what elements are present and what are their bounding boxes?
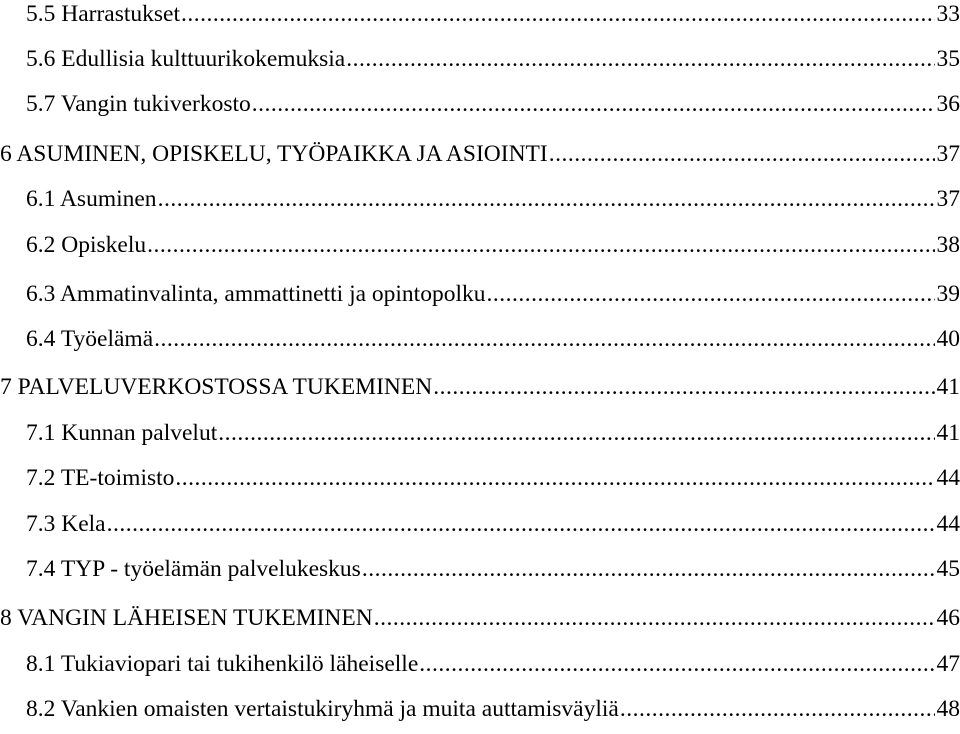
- toc-page-number: 48: [936, 696, 960, 722]
- toc-entry-label: 7.4 TYP - työelämän palvelukeskus: [26, 556, 361, 582]
- toc-page-number: 46: [936, 605, 960, 631]
- toc-entry[interactable]: [26, 694, 960, 724]
- toc-page-number: 37: [936, 141, 960, 167]
- toc-entry-label: 5.5 Harrastukset: [26, 1, 181, 27]
- toc-entry[interactable]: [26, 418, 960, 448]
- toc-dot-leader: [549, 139, 935, 169]
- toc-dot-leader: [175, 463, 934, 493]
- toc-entry-label: 6.4 Työelämä: [26, 326, 154, 352]
- toc-entry-label: 5.6 Edullisia kulttuurikokemuksia: [26, 46, 346, 72]
- toc-entry-label: 5.7 Vangin tukiverkosto: [26, 91, 251, 117]
- toc-dot-leader: [419, 649, 934, 679]
- toc-entry-label: 7.2 TE-toimisto: [26, 465, 175, 491]
- toc-dot-leader: [487, 279, 935, 309]
- toc-dot-leader: [181, 0, 934, 29]
- toc-page-number: 37: [936, 186, 960, 212]
- toc-entry[interactable]: [26, 44, 960, 74]
- toc-page-number: 47: [936, 651, 960, 677]
- toc-dot-leader: [433, 372, 934, 402]
- toc-dot-leader: [620, 694, 935, 724]
- toc-entry-label: 8.1 Tukiaviopari tai tukihenkilö läheiselle: [26, 651, 419, 677]
- toc-dot-leader: [252, 89, 935, 119]
- toc-entry[interactable]: [26, 279, 960, 309]
- toc-entry-label: 8 VANGIN LÄHEISEN TUKEMINEN: [0, 605, 373, 631]
- toc-entry-label: 6 ASUMINEN, OPISKELU, TYÖPAIKKA JA ASIOINTI: [0, 141, 548, 167]
- toc-dot-leader: [362, 554, 935, 584]
- toc-entry[interactable]: [26, 554, 960, 584]
- toc-dot-leader: [147, 230, 934, 260]
- toc-entry[interactable]: [26, 0, 960, 29]
- toc-entry[interactable]: [26, 463, 960, 493]
- toc-page-number: 39: [936, 281, 960, 307]
- toc-entry[interactable]: [26, 89, 960, 119]
- toc-dot-leader: [374, 603, 935, 633]
- toc-page-number: 36: [936, 91, 960, 117]
- toc-entry-label: 8.2 Vankien omaisten vertaistukiryhmä ja muita auttamisväyliä: [26, 696, 619, 722]
- toc-entry[interactable]: [26, 509, 960, 539]
- toc-page-number: 45: [936, 556, 960, 582]
- toc-page-number: 40: [936, 326, 960, 352]
- toc-dot-leader: [218, 418, 934, 448]
- toc-entry-label: 7 PALVELUVERKOSTOSSA TUKEMINEN: [0, 374, 433, 400]
- toc-entry[interactable]: [0, 372, 960, 402]
- toc-entry-label: 6.2 Opiskelu: [26, 232, 147, 258]
- toc-page-number: 44: [936, 465, 960, 491]
- toc-dot-leader: [158, 184, 935, 214]
- toc-page-number: 41: [936, 420, 960, 446]
- toc-dot-leader: [154, 324, 934, 354]
- toc-entry-label: 6.3 Ammatinvalinta, ammattinetti ja opintopolku: [26, 281, 486, 307]
- toc-entry[interactable]: [0, 139, 960, 169]
- toc-page-number: 38: [936, 232, 960, 258]
- toc-entry[interactable]: [0, 603, 960, 633]
- toc-entry[interactable]: [26, 184, 960, 214]
- toc-entry[interactable]: [26, 324, 960, 354]
- toc-entry-label: 7.1 Kunnan palvelut: [26, 420, 218, 446]
- toc-page-number: 35: [936, 46, 960, 72]
- toc-entry-label: 6.1 Asuminen: [26, 186, 157, 212]
- toc-page-number: 33: [936, 1, 960, 27]
- toc-page-number: 41: [936, 374, 960, 400]
- toc-dot-leader: [346, 44, 934, 74]
- toc-entry-label: 7.3 Kela: [26, 511, 106, 537]
- toc-entry[interactable]: [26, 230, 960, 260]
- toc-entry[interactable]: [26, 649, 960, 679]
- toc-page-number: 44: [936, 511, 960, 537]
- toc-dot-leader: [107, 509, 935, 539]
